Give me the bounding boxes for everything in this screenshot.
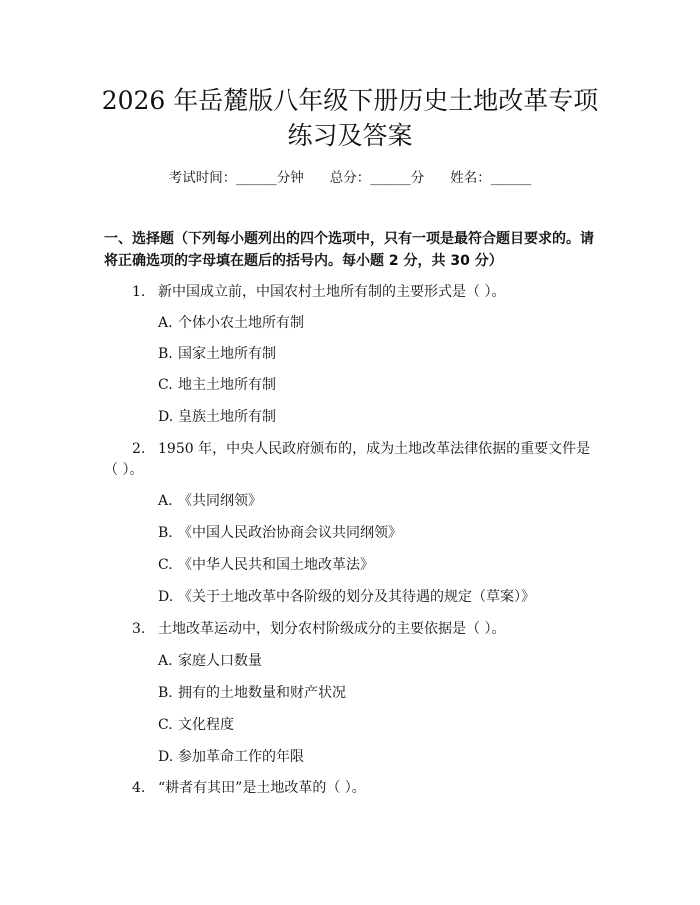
question-number: 3.	[132, 621, 146, 637]
score-label: 总分：	[329, 170, 371, 186]
time-blank: ______	[236, 170, 277, 186]
option-1c	[158, 374, 276, 396]
option-letter: C.	[158, 717, 173, 733]
option-text: 《共同纲领》	[178, 493, 262, 509]
option-2d	[158, 586, 535, 608]
option-letter: D.	[158, 749, 174, 765]
option-text: 参加革命工作的年限	[178, 749, 304, 765]
time-unit: 分钟	[276, 170, 304, 186]
exam-info-line	[0, 168, 700, 188]
question-text: “耕者有其田”是土地改革的（ ）。	[158, 780, 366, 796]
option-letter: C.	[158, 377, 173, 393]
option-3c	[158, 714, 234, 736]
option-text: 拥有的土地数量和财产状况	[178, 685, 346, 701]
option-letter: A.	[158, 653, 173, 669]
option-text: 皇族土地所有制	[178, 409, 276, 425]
name-label: 姓名：	[450, 170, 491, 186]
option-text: 个体小农土地所有制	[178, 315, 304, 331]
option-2b	[158, 522, 402, 544]
question-text: 新中国成立前，中国农村土地所有制的主要形式是（ ）。	[158, 284, 506, 300]
question-2	[132, 438, 590, 460]
score-blank: ______	[370, 170, 411, 186]
question-4	[132, 777, 366, 799]
document-title-line-1: 2026 年岳麓版八年级下册历史土地改革专项	[101, 86, 599, 115]
option-letter: B.	[158, 346, 173, 362]
option-3d	[158, 746, 304, 768]
question-number: 2.	[132, 441, 146, 457]
option-1b	[158, 343, 276, 365]
option-letter: A.	[158, 493, 173, 509]
option-1a	[158, 312, 304, 334]
score-unit: 分	[410, 170, 425, 186]
option-letter: C.	[158, 557, 173, 573]
question-number: 1.	[132, 284, 146, 300]
question-2-continuation: （ ）。	[104, 462, 144, 478]
question-number: 4.	[132, 780, 146, 796]
option-text: 文化程度	[178, 717, 234, 733]
option-text: 《中华人民共和国土地改革法》	[178, 557, 374, 573]
question-1	[132, 281, 505, 303]
option-1d	[158, 406, 276, 428]
option-text: 《关于土地改革中各阶级的划分及其待遇的规定（草案）》	[178, 589, 535, 605]
question-3	[132, 618, 505, 640]
option-2a	[158, 490, 262, 512]
section-heading-line-1: 一、选择题（下列每小题列出的四个选项中，只有一项是最符合题目要求的。请	[104, 231, 594, 247]
name-blank: ______	[490, 170, 532, 186]
option-text: 国家土地所有制	[178, 346, 276, 362]
option-3b	[158, 682, 346, 704]
option-letter: B.	[158, 685, 173, 701]
option-2c	[158, 554, 374, 576]
option-letter: D.	[158, 409, 174, 425]
time-label: 考试时间：	[168, 170, 237, 186]
question-text: 土地改革运动中，划分农村阶级成分的主要依据是（ ）。	[158, 621, 506, 637]
option-text: 《中国人民政治协商会议共同纲领》	[178, 525, 402, 541]
document-title-line-2: 练习及答案	[287, 121, 413, 150]
option-text: 家庭人口数量	[178, 653, 262, 669]
option-3a	[158, 650, 262, 672]
section-heading-line-2: 将正确选项的字母填在题后的括号内。每小题 2 分，共 30 分）	[104, 253, 503, 269]
option-text: 地主土地所有制	[178, 377, 276, 393]
option-letter: A.	[158, 315, 173, 331]
question-text: 1950 年，中央人民政府颁布的，成为土地改革法律依据的重要文件是	[158, 441, 591, 457]
option-letter: B.	[158, 525, 173, 541]
option-letter: D.	[158, 589, 174, 605]
